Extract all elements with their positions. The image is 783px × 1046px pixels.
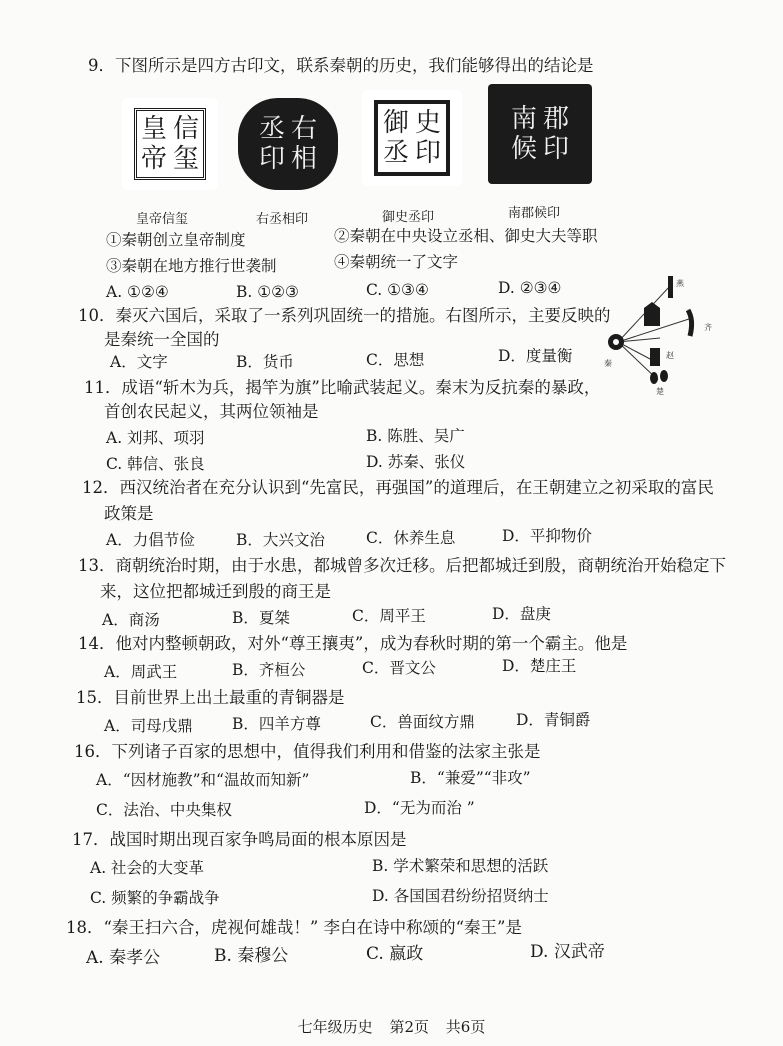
seal-3-image (362, 90, 462, 186)
ant-nose-coin-icon (660, 370, 668, 382)
q10-option-a: A．文字 (110, 353, 168, 371)
seal-1-image (122, 98, 218, 190)
seal-2-image (238, 98, 338, 190)
footer-page-number: 第2页 (389, 1018, 429, 1036)
q9-option-b: B. ①②③ (236, 283, 299, 301)
q18-option-c: C. 嬴政 (366, 944, 424, 964)
q9-statement: ②秦朝在中央设立丞相、御史大夫等职 (334, 227, 598, 245)
label-chu: 楚 (656, 387, 664, 396)
q15-option-c: C．兽面纹方鼎 (370, 713, 475, 731)
q14-option-c: C．晋文公 (362, 659, 436, 677)
page-footer (0, 1016, 783, 1037)
q18-option-d: D. 汉武帝 (530, 942, 605, 962)
seal-1-glyph: 信 (173, 114, 200, 144)
q12-stem-cont: 政策是 (104, 504, 154, 523)
seal-4-glyph: 候 (510, 134, 537, 164)
q13-option-d: D．盘庚 (492, 605, 551, 623)
q9-statement: ④秦朝统一了文字 (334, 253, 459, 271)
q13-stem-cont: 来，这位把都城迁到殷的商王是 (100, 582, 331, 601)
label-qi: 齐 (704, 323, 712, 332)
q13-option-c: C．周平王 (352, 607, 426, 625)
seal-2-glyph: 丞 (258, 114, 285, 144)
label-qin: 秦 (604, 359, 612, 368)
seal-4-glyph: 印 (543, 134, 570, 164)
q14-stem: 14．他对内整顿朝政，对外“尊王攘夷”，成为春秋时期的第一个霸主。他是 (78, 634, 628, 653)
q14-option-a: A．周武王 (104, 663, 178, 681)
q13-stem: 13．商朝统治时期，由于水患，都城曾多次迁移。后把都城迁到殷，商朝统治开始稳定下 (78, 556, 726, 575)
spade-coin-icon (650, 348, 660, 366)
seal-4-caption: 南郡候印 (508, 206, 561, 221)
q17-option-b: B. 学术繁荣和思想的活跃 (372, 857, 549, 875)
seal-2-glyph: 右 (291, 114, 318, 144)
q12-option-b: B．大兴文治 (236, 531, 325, 549)
knife-coin-icon (668, 276, 673, 298)
q9-stem: 9．下图所示是四方古印文，联系秦朝的历史，我们能够得出的结论是 (88, 56, 594, 75)
q14-option-b: B．齐桓公 (232, 661, 306, 679)
q15-option-b: B．四羊方尊 (232, 715, 321, 733)
seal-3-caption: 御史丞印 (382, 210, 435, 225)
q18-stem: 18．“秦王扫六合，虎视何雄哉！” 李白在诗中称颂的“秦王”是 (66, 918, 522, 937)
q13-option-a: A．商汤 (102, 611, 160, 629)
q12-option-d: D．平抑物价 (502, 527, 592, 545)
q10-stem-cont: 是秦统一全国的 (104, 330, 220, 349)
q15-option-d: D．青铜爵 (516, 711, 591, 729)
q12-option-a: A．力倡节俭 (106, 531, 195, 549)
q11-option-b: B. 陈胜、吴广 (366, 427, 465, 445)
seal-1-glyph: 皇 (140, 114, 167, 144)
label-zhao: 赵 (666, 351, 674, 360)
coin-hole-icon (613, 339, 619, 345)
footer-subject: 七年级历史 (297, 1018, 373, 1036)
seal-4-glyph: 郡 (543, 104, 570, 134)
q14-option-d: D．楚庄王 (502, 657, 577, 675)
q9-option-c: C. ①③④ (366, 281, 429, 299)
q9-statement: ①秦朝创立皇帝制度 (106, 231, 246, 249)
seal-1-caption: 皇帝信玺 (136, 212, 189, 227)
q11-option-a: A. 刘邦、项羽 (106, 429, 205, 447)
q17-stem: 17．战国时期出现百家争鸣局面的根本原因是 (72, 830, 407, 849)
q16-stem: 16．下列诸子百家的思想中，值得我们利用和借鉴的法家主张是 (74, 742, 541, 761)
q11-option-c: C. 韩信、张良 (106, 455, 205, 473)
q16-option-b: B．“兼爱”“非攻” (410, 769, 531, 787)
currency-diagram (600, 268, 720, 398)
footer-total-pages: 共6页 (445, 1018, 486, 1036)
q17-option-a: A. 社会的大变革 (90, 859, 205, 877)
q18-option-b: B. 秦穆公 (214, 946, 289, 966)
q10-stem: 10．秦灭六国后，采取了一系列巩固统一的措施。右图所示，主要反映的 (78, 306, 611, 325)
q10-option-d: D．度量衡 (498, 347, 573, 365)
seal-2-glyph: 相 (291, 144, 318, 174)
seal-3-glyph: 史 (415, 108, 442, 138)
q16-option-d: D．“无为而治 ” (364, 799, 475, 817)
label-yan: 燕 (676, 279, 684, 288)
q9-option-d: D. ②③④ (498, 279, 562, 297)
seal-4-image (488, 84, 592, 184)
q12-stem: 12．西汉统治者在充分认识到“先富民，再强国”的道理后，在王朝建立之初采取的富民 (82, 478, 714, 497)
q16-option-c: C．法治、中央集权 (96, 801, 232, 819)
q10-option-b: B．货币 (236, 353, 294, 371)
seal-2-caption: 右丞相印 (256, 212, 309, 227)
ant-nose-coin-icon (650, 372, 658, 384)
seal-3-glyph: 丞 (382, 138, 409, 168)
spade-coin-icon (644, 302, 660, 326)
q9-option-a: A. ①②④ (106, 283, 169, 301)
q11-stem: 11．成语“斩木为兵，揭竿为旗”比喻武装起义。秦末为反抗秦的暴政， (84, 378, 601, 397)
q17-option-c: C. 频繁的争霸战争 (90, 889, 220, 907)
seal-1-glyph: 玺 (173, 144, 200, 174)
q18-option-a: A. 秦孝公 (86, 948, 161, 968)
q10-option-c: C．思想 (366, 351, 425, 369)
q12-option-c: C．休养生息 (366, 529, 456, 547)
seal-1-glyph: 帝 (140, 144, 167, 174)
q15-option-a: A．司母戊鼎 (104, 717, 193, 735)
seal-2-glyph: 印 (258, 144, 285, 174)
q9-statement: ③秦朝在地方推行世袭制 (106, 257, 277, 275)
q16-option-a: A．“因材施教”和“温故而知新” (96, 771, 310, 789)
q11-option-d: D. 苏秦、张仪 (366, 453, 466, 471)
seal-4-glyph: 南 (510, 104, 537, 134)
q17-option-d: D. 各国国君纷纷招贤纳士 (372, 887, 549, 905)
knife-coin-icon (688, 310, 692, 336)
q15-stem: 15．目前世界上出土最重的青铜器是 (76, 688, 345, 707)
seal-3-glyph: 印 (415, 138, 442, 168)
seal-3-glyph: 御 (382, 108, 409, 138)
q11-stem-cont: 首创农民起义，其两位领袖是 (104, 402, 319, 421)
q13-option-b: B．夏桀 (232, 609, 290, 627)
